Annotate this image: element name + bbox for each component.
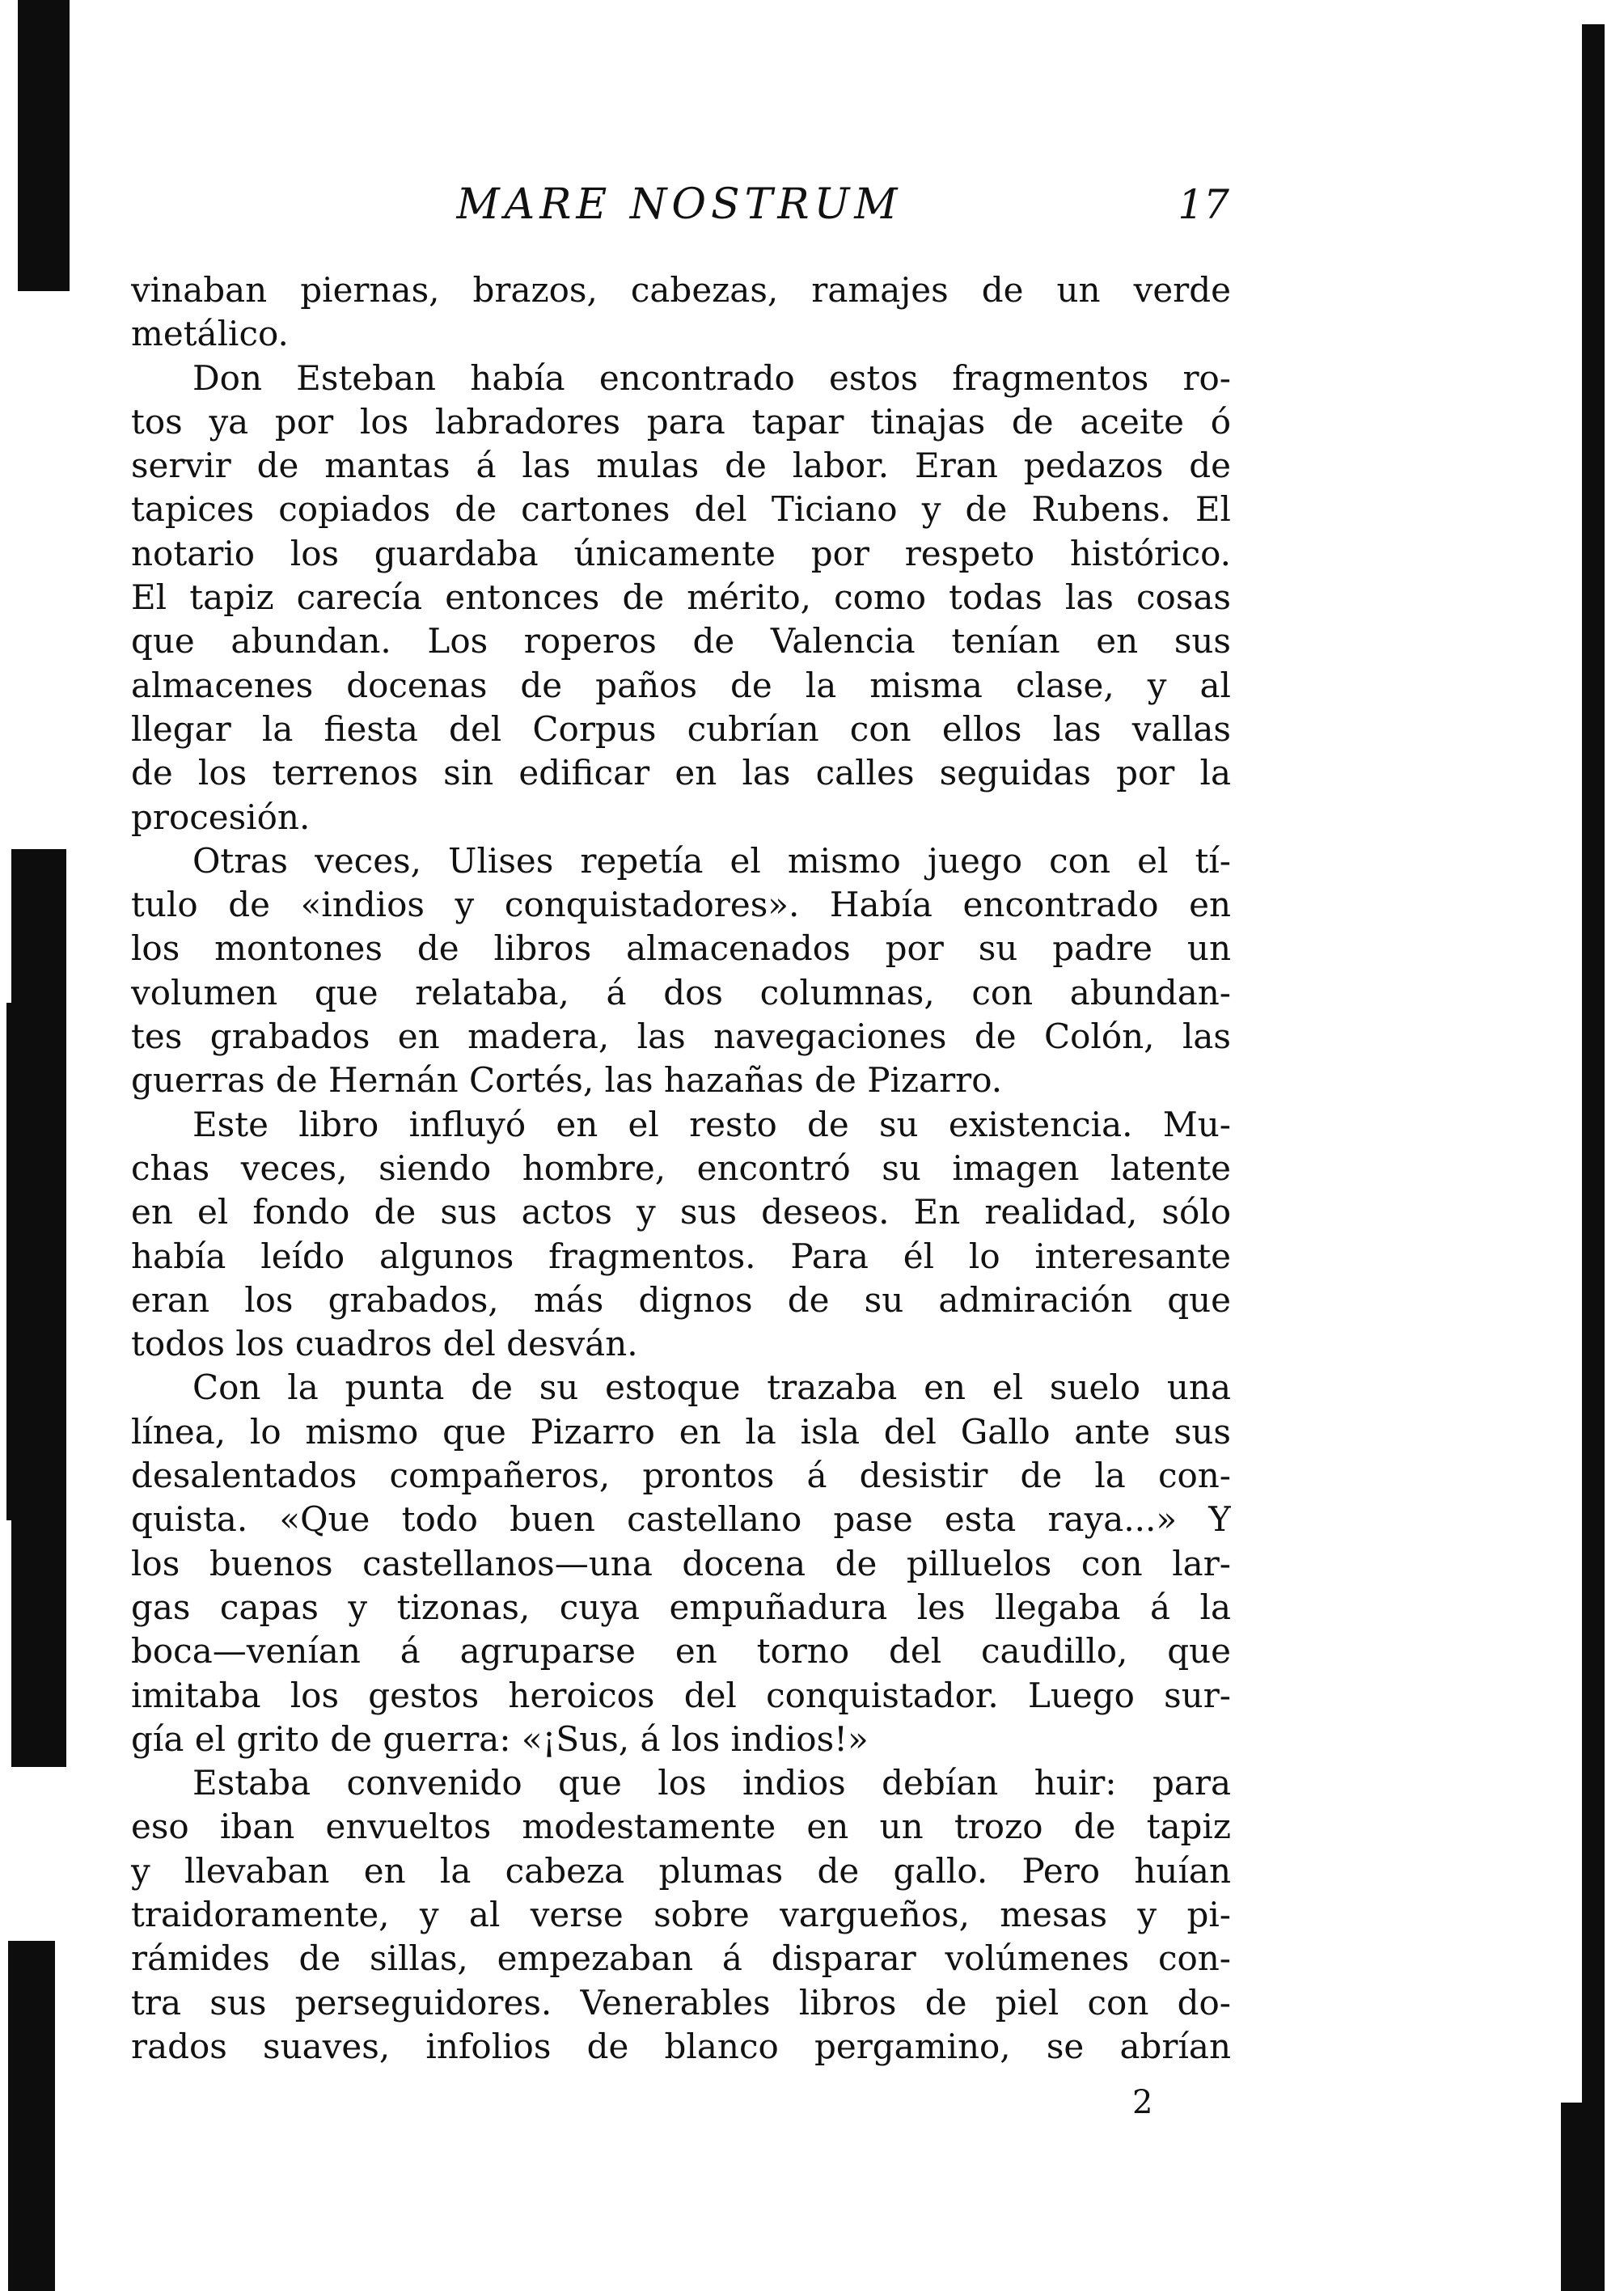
text-line: traidoramente, y al verse sobre vargueños, mesas y pi- xyxy=(131,1894,1231,1934)
scan-edge-left-bottom xyxy=(8,1941,55,2291)
page-number: 17 xyxy=(1178,181,1229,228)
text-line: guerras de Hernán Cortés, las hazañas de Pizarro. xyxy=(131,1060,1003,1101)
scan-edge-left-strip xyxy=(6,1003,19,1520)
text-line: gas capas y tizonas, cuya empuñadura les llegaba á la xyxy=(131,1587,1231,1627)
text-line: imitaba los gestos heroicos del conquistador. Luego sur- xyxy=(131,1675,1231,1715)
text-line: tes grabados en madera, las navegaciones de Colón, las xyxy=(131,1017,1231,1057)
text-line: Estaba convenido que los indios debían huir: para xyxy=(192,1763,1231,1803)
text-line: en el fondo de sus actos y sus deseos. En realidad, sólo xyxy=(131,1192,1231,1232)
text-line: Con la punta de su estoque trazaba en el suelo una xyxy=(192,1367,1231,1408)
text-line: de los terrenos sin edificar en las calles seguidas por la xyxy=(131,753,1231,793)
text-line: desalentados compañeros, prontos á desistir de la con- xyxy=(131,1456,1231,1496)
text-line: rados suaves, infolios de blanco pergamino, se abrían xyxy=(131,2026,1231,2066)
text-line: tos ya por los labradores para tapar tinajas de aceite ó xyxy=(131,401,1231,442)
text-line: chas veces, siendo hombre, encontró su imagen latente xyxy=(131,1148,1231,1188)
text-line: rámides de sillas, empezaban á disparar volúmenes con- xyxy=(131,1938,1231,1979)
text-line: había leído algunos fragmentos. Para él lo interesante xyxy=(131,1236,1231,1276)
text-line: que abundan. Los roperos de Valencia tenían en sus xyxy=(131,621,1231,662)
text-line: El tapiz carecía entonces de mérito, como todas las cosas xyxy=(131,577,1231,618)
text-line: procesión. xyxy=(131,797,311,837)
text-line: los montones de libros almacenados por su padre un xyxy=(131,928,1231,969)
text-line: gía el grito de guerra: «¡Sus, á los indios!» xyxy=(131,1718,869,1759)
text-line: metálico. xyxy=(131,314,289,354)
page-header xyxy=(129,176,1229,233)
text-line: todos los cuadros del desván. xyxy=(131,1324,638,1364)
text-line: Don Esteban había encontrado estos fragmentos ro- xyxy=(192,357,1231,398)
text-line: volumen que relataba, á dos columnas, con abundan- xyxy=(131,972,1231,1012)
scan-edge-right xyxy=(1582,24,1605,2291)
text-line: boca—venían á agruparse en torno del caudillo, que xyxy=(131,1631,1231,1672)
text-line: Este libro influyó en el resto de su existencia. Mu- xyxy=(192,1104,1231,1144)
scan-edge-left-middle xyxy=(11,849,66,1767)
text-line: almacenes docenas de paños de la misma clase, y al xyxy=(131,665,1231,705)
text-line: tapices copiados de cartones del Ticiano y de Rubens. El xyxy=(131,489,1231,530)
text-line: Otras veces, Ulises repetía el mismo juego con el tí- xyxy=(192,840,1231,881)
text-line: los buenos castellanos—una docena de pilluelos con lar- xyxy=(131,1543,1231,1583)
body-text xyxy=(131,268,1231,2069)
text-line: quista. «Que todo buen castellano pase esta raya...» Y xyxy=(131,1499,1231,1540)
scan-edge-right-bottom xyxy=(1561,2103,1585,2291)
text-line: eso iban envueltos modestamente en un trozo de tapiz xyxy=(131,1807,1231,1847)
text-line: vinaban piernas, brazos, cabezas, ramajes de un verde xyxy=(131,270,1231,310)
running-title: MARE NOSTRUM xyxy=(456,180,903,229)
scan-edge-left-top xyxy=(18,0,70,291)
signature-mark: 2 xyxy=(1132,2084,1153,2121)
text-line: tulo de «indios y conquistadores». Había encontrado en xyxy=(131,885,1231,925)
text-line: tra sus perseguidores. Venerables libros de piel con do- xyxy=(131,1982,1231,2023)
text-line: servir de mantas á las mulas de labor. Eran pedazos de xyxy=(131,446,1231,486)
text-line: y llevaban en la cabeza plumas de gallo. Pero huían xyxy=(131,1850,1231,1891)
text-line: línea, lo mismo que Pizarro en la isla del Gallo ante sus xyxy=(131,1411,1231,1452)
text-line: eran los grabados, más dignos de su admiración que xyxy=(131,1279,1231,1320)
text-line: notario los guardaba únicamente por respeto histórico. xyxy=(131,533,1231,573)
text-line: llegar la fiesta del Corpus cubrían con ellos las vallas xyxy=(131,708,1231,749)
